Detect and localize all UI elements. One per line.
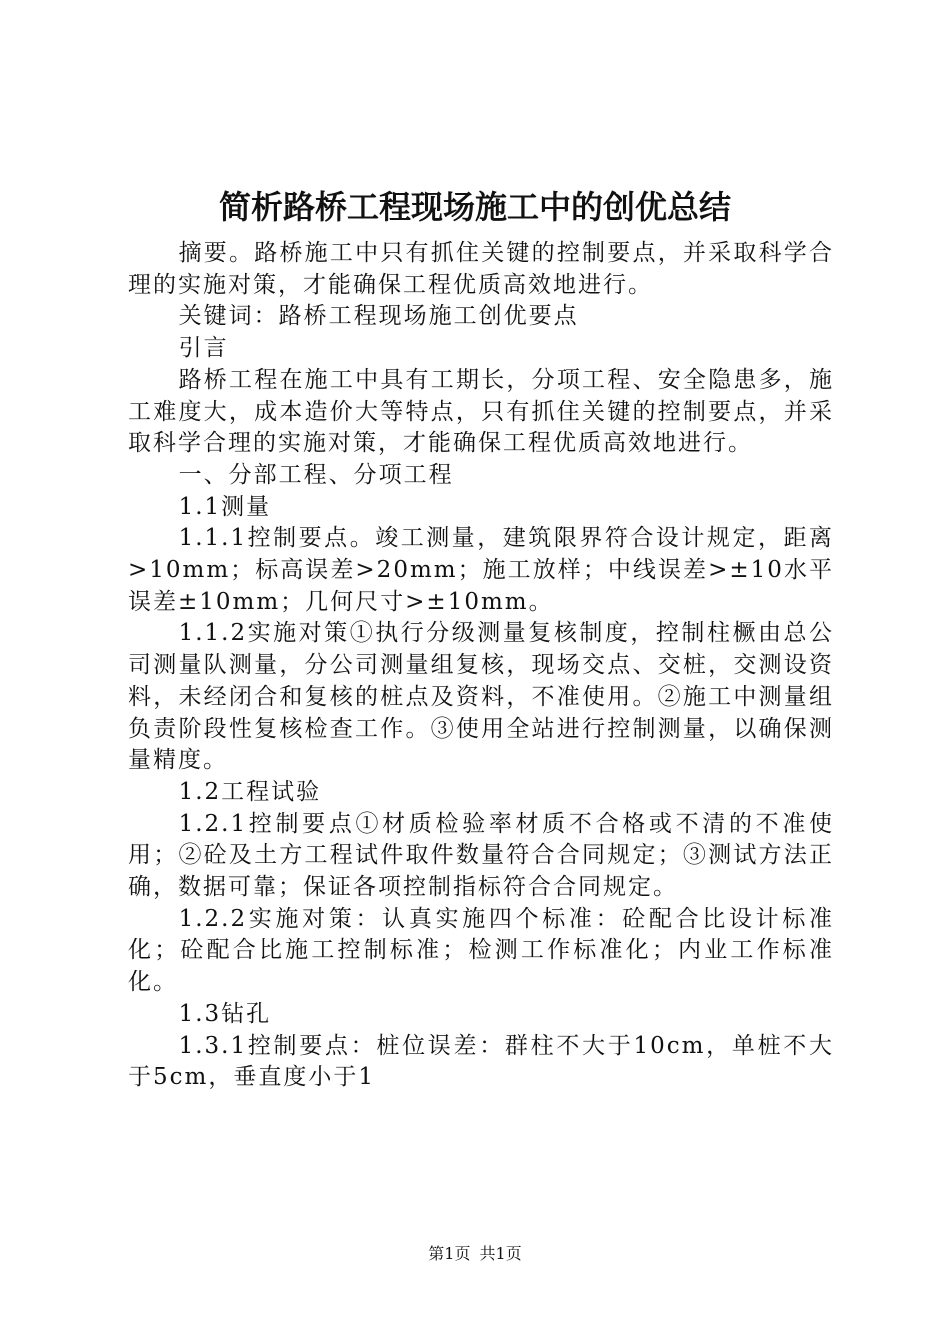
paragraph-1-3-1: 1.3.1控制要点：桩位误差：群柱不大于10cm，单桩不大于5cm，垂直度小于1 (128, 1032, 834, 1091)
paragraph-1-2-1: 1.2.1控制要点①材质检验率材质不合格或不清的不准使用；②砼及土方工程试件取件数量符合合同规定；③测试方法正确，数据可靠；保证各项控制指标符合合同规定。 (128, 810, 834, 901)
abstract-paragraph: 摘要。路桥施工中只有抓住关键的控制要点，并采取科学合理的实施对策，才能确保工程优质高效地进行。 (128, 240, 834, 298)
section-heading-intro: 引言 (178, 335, 229, 362)
keywords-paragraph: 关键词：路桥工程现场施工创优要点 (178, 303, 579, 330)
page-number: 第1页 (428, 1244, 471, 1263)
paragraph-1-2-2: 1.2.2实施对策：认真实施四个标准：砼配合比设计标准化；砼配合比施工控制标准；检测工作标准化；内业工作标准化。 (128, 905, 834, 996)
section-heading-1: 一、分部工程、分项工程 (178, 461, 454, 488)
intro-paragraph: 路桥工程在施工中具有工期长，分项工程、安全隐患多，施工难度大，成本造价大等特点，只有抓住关键的控制要点，并采取科学合理的实施对策，才能确保工程优质高效地进行。 (128, 366, 834, 457)
subsection-heading-1-3: 1.3钻孔 (178, 1000, 272, 1027)
paragraph-1-1-2: 1.1.2实施对策①执行分级测量复核制度，控制柱橛由总公司测量队测量，分公司测量组复核，现场交点、交桩，交测设资料，未经闭合和复核的桩点及资料，不准使用。②施工中测量组负责阶段性复核检查工作。③使用全站进行控制测量，以确保测量精度。 (128, 620, 834, 774)
document-title: 简析路桥工程现场施工中的创优总结 (218, 188, 731, 226)
document-body (128, 238, 834, 1094)
paragraph-1-1-1: 1.1.1控制要点。竣工测量，建筑限界符合设计规定，距离>10mm；标高误差>20mm；施工放样；中线误差>±10水平误差±10mm；几何尺寸>±10mm。 (128, 525, 834, 615)
page-footer (0, 1243, 950, 1265)
subsection-heading-1-1: 1.1测量 (178, 493, 272, 520)
subsection-heading-1-2: 1.2工程试验 (178, 778, 322, 805)
page-total: 共1页 (479, 1244, 522, 1263)
